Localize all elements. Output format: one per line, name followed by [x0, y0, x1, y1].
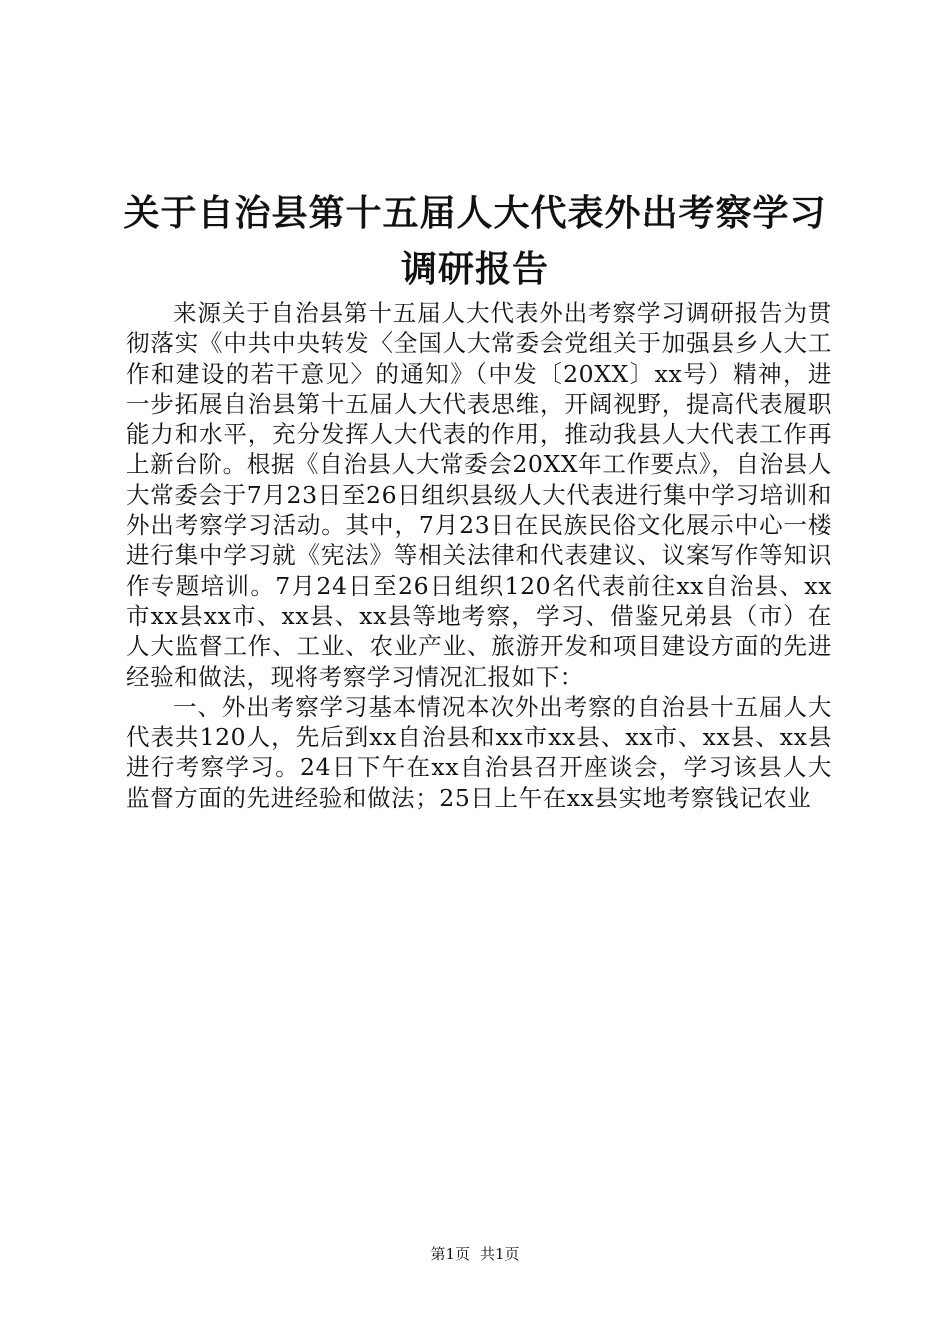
- document-title: 关于自治县第十五届人大代表外出考察学习调研报告: [123, 193, 827, 290]
- document-body: [126, 298, 832, 813]
- page-footer: [0, 1244, 950, 1264]
- body-paragraph-1: 来源关于自治县第十五届人大代表外出考察学习调研报告为贯彻落实《中共中央转发〈全国人大常委会党组关于加强县乡人大工作和建设的若干意见〉的通知》（中发〔20XX〕xx号）精神，进一步拓展自治县第十五届人大代表思维，开阔视野，提高代表履职能力和水平，充分发挥人大代表的作用，推动我县人大代表工作再上新台阶。根据《自治县人大常委会20XX年工作要点》，自治县人大常委会于7月23日至26日组织县级人大代表进行集中学习培训和外出考察学习活动。其中，7月23日在民族民俗文化展示中心一楼进行集中学习就《宪法》等相关法律和代表建议、议案写作等知识作专题培训。7月24日至26日组织120名代表前往xx自治县、xx市xx县xx市、xx县、xx县等地考察，学习、借鉴兄弟县（市）在人大监督工作、工业、农业产业、旅游开发和项目建设方面的先进经验和做法，现将考察学习情况汇报如下：: [126, 299, 832, 691]
- page-total: 共1页: [480, 1245, 520, 1263]
- body-paragraph-2: 一、外出考察学习基本情况本次外出考察的自治县十五届人大代表共120人，先后到xx自治县和xx市xx县、xx市、xx县、xx县进行考察学习。24日下午在xx自治县召开座谈会，学习该县人大监督方面的先进经验和做法；25日上午在xx县实地考察钱记农业: [126, 692, 832, 812]
- page-number: 第1页: [430, 1245, 470, 1263]
